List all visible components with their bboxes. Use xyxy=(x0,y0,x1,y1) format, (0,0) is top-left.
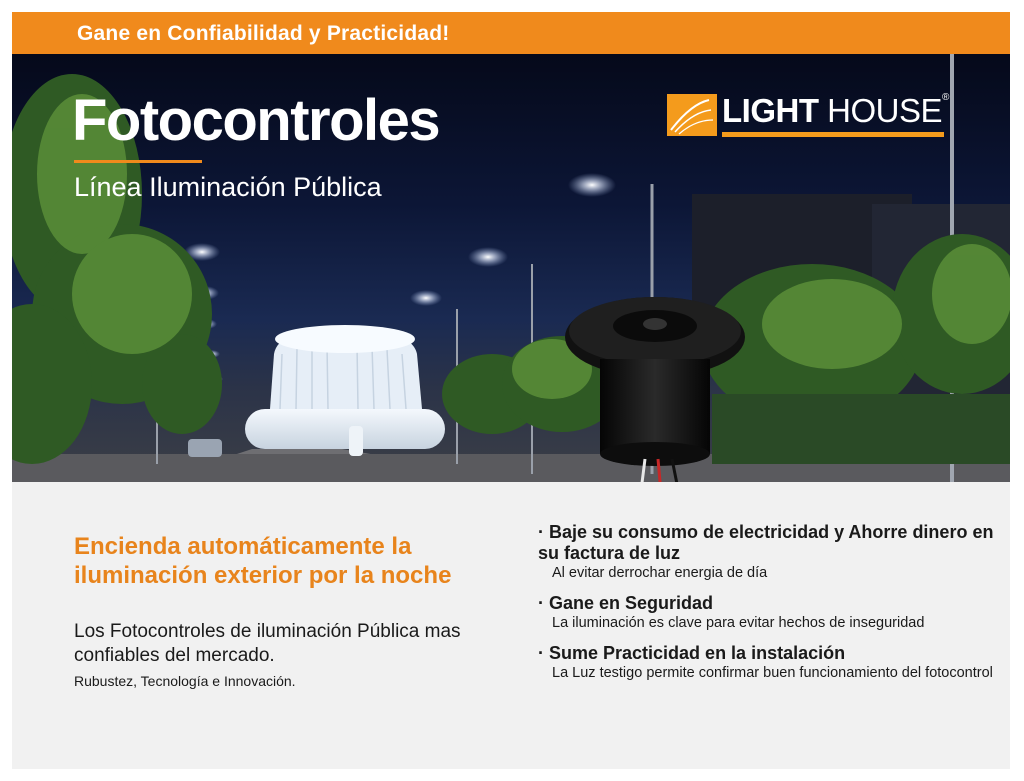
top-banner xyxy=(12,12,1010,54)
headline: Encienda automáticamente la iluminación exterior por la noche xyxy=(74,533,452,589)
benefit-description: Al evitar derrochar energia de día xyxy=(552,565,768,581)
logo-registered-mark: ® xyxy=(942,92,949,103)
benefit-item xyxy=(538,643,998,683)
description: Los Fotocontroles de iluminación Pública mas confiables del mercado. xyxy=(74,621,461,666)
benefit-item xyxy=(538,522,998,583)
logo-text-bold: LIGHT xyxy=(722,92,819,129)
hero-image xyxy=(12,54,1010,482)
benefits-list xyxy=(538,522,998,693)
logo-wordmark xyxy=(722,92,949,130)
logo-text-regular: HOUSE xyxy=(818,92,943,129)
tagline: Rubustez, Tecnología e Innovación. xyxy=(74,673,296,689)
benefit-description: La Luz testigo permite confirmar buen funcionamiento del fotocontrol xyxy=(552,665,993,681)
ad-frame xyxy=(12,12,1010,769)
title-underline xyxy=(74,160,202,163)
hero-title: Fotocontroles xyxy=(72,88,440,153)
lighthouse-logo xyxy=(667,92,947,140)
benefit-description: La iluminación es clave para evitar hechos de inseguridad xyxy=(552,615,925,631)
benefit-title: · Baje su consumo de electricidad y Ahorre dinero en su factura de luz xyxy=(538,522,994,563)
benefit-item xyxy=(538,593,998,633)
white-photocontrol-product xyxy=(245,325,445,456)
lighthouse-logo-icon xyxy=(667,94,717,136)
benefit-title: · Gane en Seguridad xyxy=(538,593,714,613)
logo-underline xyxy=(722,132,944,137)
hero-subtitle: Línea Iluminación Pública xyxy=(74,172,382,202)
benefit-title: · Sume Practicidad en la instalación xyxy=(538,643,846,663)
banner-text: Gane en Confiabilidad y Practicidad! xyxy=(77,22,450,45)
